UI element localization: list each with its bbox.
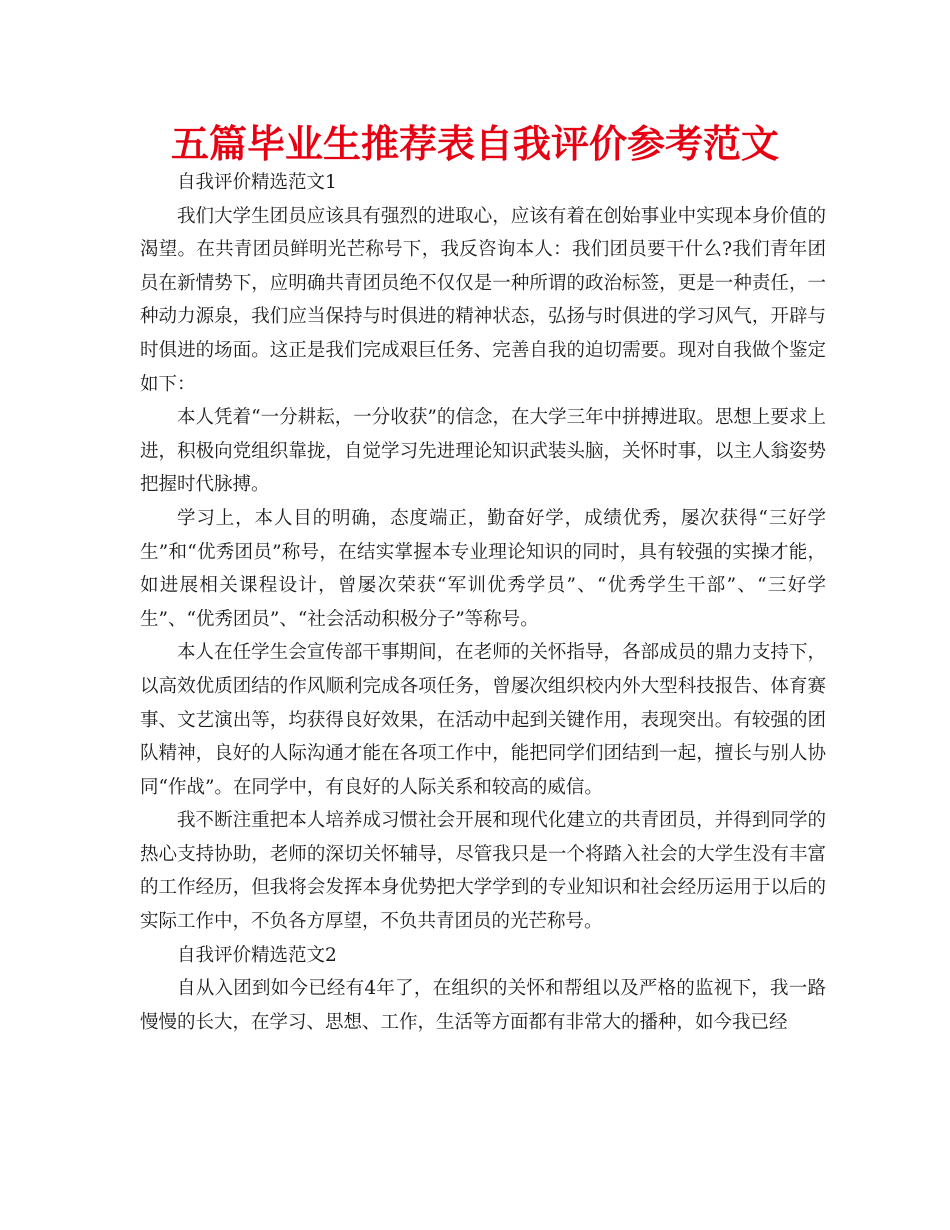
paragraph: 学习上，本人目的明确，态度端正，勤奋好学，成绩优秀，屡次获得“三好学生”和“优秀团员”称号，在结实掌握本专业理论知识的同时，具有较强的实操才能，如进展相关课程设计，曾屡次荣获“军训优秀学员”、“优秀学生干部”、“三好学生”、“优秀团员”、“社会活动积极分子”等称号。	[140, 507, 826, 630]
section-heading-1: 自我评价精选范文1	[177, 172, 337, 193]
paragraph: 自从入团到如今已经有4年了，在组织的关怀和帮组以及严格的监视下，我一路慢慢的长大，在学习、思想、工作，生活等方面都有非常大的播种，如今我已经	[140, 978, 826, 1033]
document-body	[140, 166, 826, 1039]
paragraph: 我不断注重把本人培养成习惯社会开展和现代化建立的共青团员，并得到同学的热心支持协助，老师的深切关怀辅导，尽管我只是一个将踏入社会的大学生没有丰富的工作经历，但我将会发挥本身优势把大学学到的专业知识和社会经历运用于以后的实际工作中，不负各方厚望，不负共青团员的光芒称号。	[140, 810, 826, 933]
paragraph: 我们大学生团员应该具有强烈的进取心，应该有着在创始事业中实现本身价值的渴望。在共青团员鲜明光芒称号下，我反咨询本人：我们团员要干什么?我们青年团员在新情势下，应明确共青团员绝不仅仅是一种所谓的政治标签，更是一种责任，一种动力源泉，我们应当保持与时俱进的精神状态，弘扬与时俱进的学习风气，开辟与时俱进的场面。这正是我们完成艰巨任务、完善自我的迫切需要。现对自我做个鉴定如下：	[140, 205, 826, 395]
paragraph: 本人凭着“一分耕耘，一分收获”的信念，在大学三年中拼搏进取。思想上要求上进，积极向党组织靠拢，自觉学习先进理论知识武装头脑，关怀时事，以主人翁姿势把握时代脉搏。	[140, 407, 826, 496]
paragraph: 本人在任学生会宣传部干事期间，在老师的关怀指导，各部成员的鼎力支持下，以高效优质团结的作风顺利完成各项任务，曾屡次组织校内外大型科技报告、体育赛事、文艺演出等，均获得良好效果，在活动中起到关键作用，表现突出。有较强的团队精神，良好的人际沟通才能在各项工作中，能把同学们团结到一起，擅长与别人协同“作战”。在同学中，有良好的人际关系和较高的威信。	[140, 642, 826, 798]
section-heading-2: 自我评价精选范文2	[177, 944, 337, 966]
document-title: 五篇毕业生推荐表自我评价参考范文	[170, 122, 779, 166]
